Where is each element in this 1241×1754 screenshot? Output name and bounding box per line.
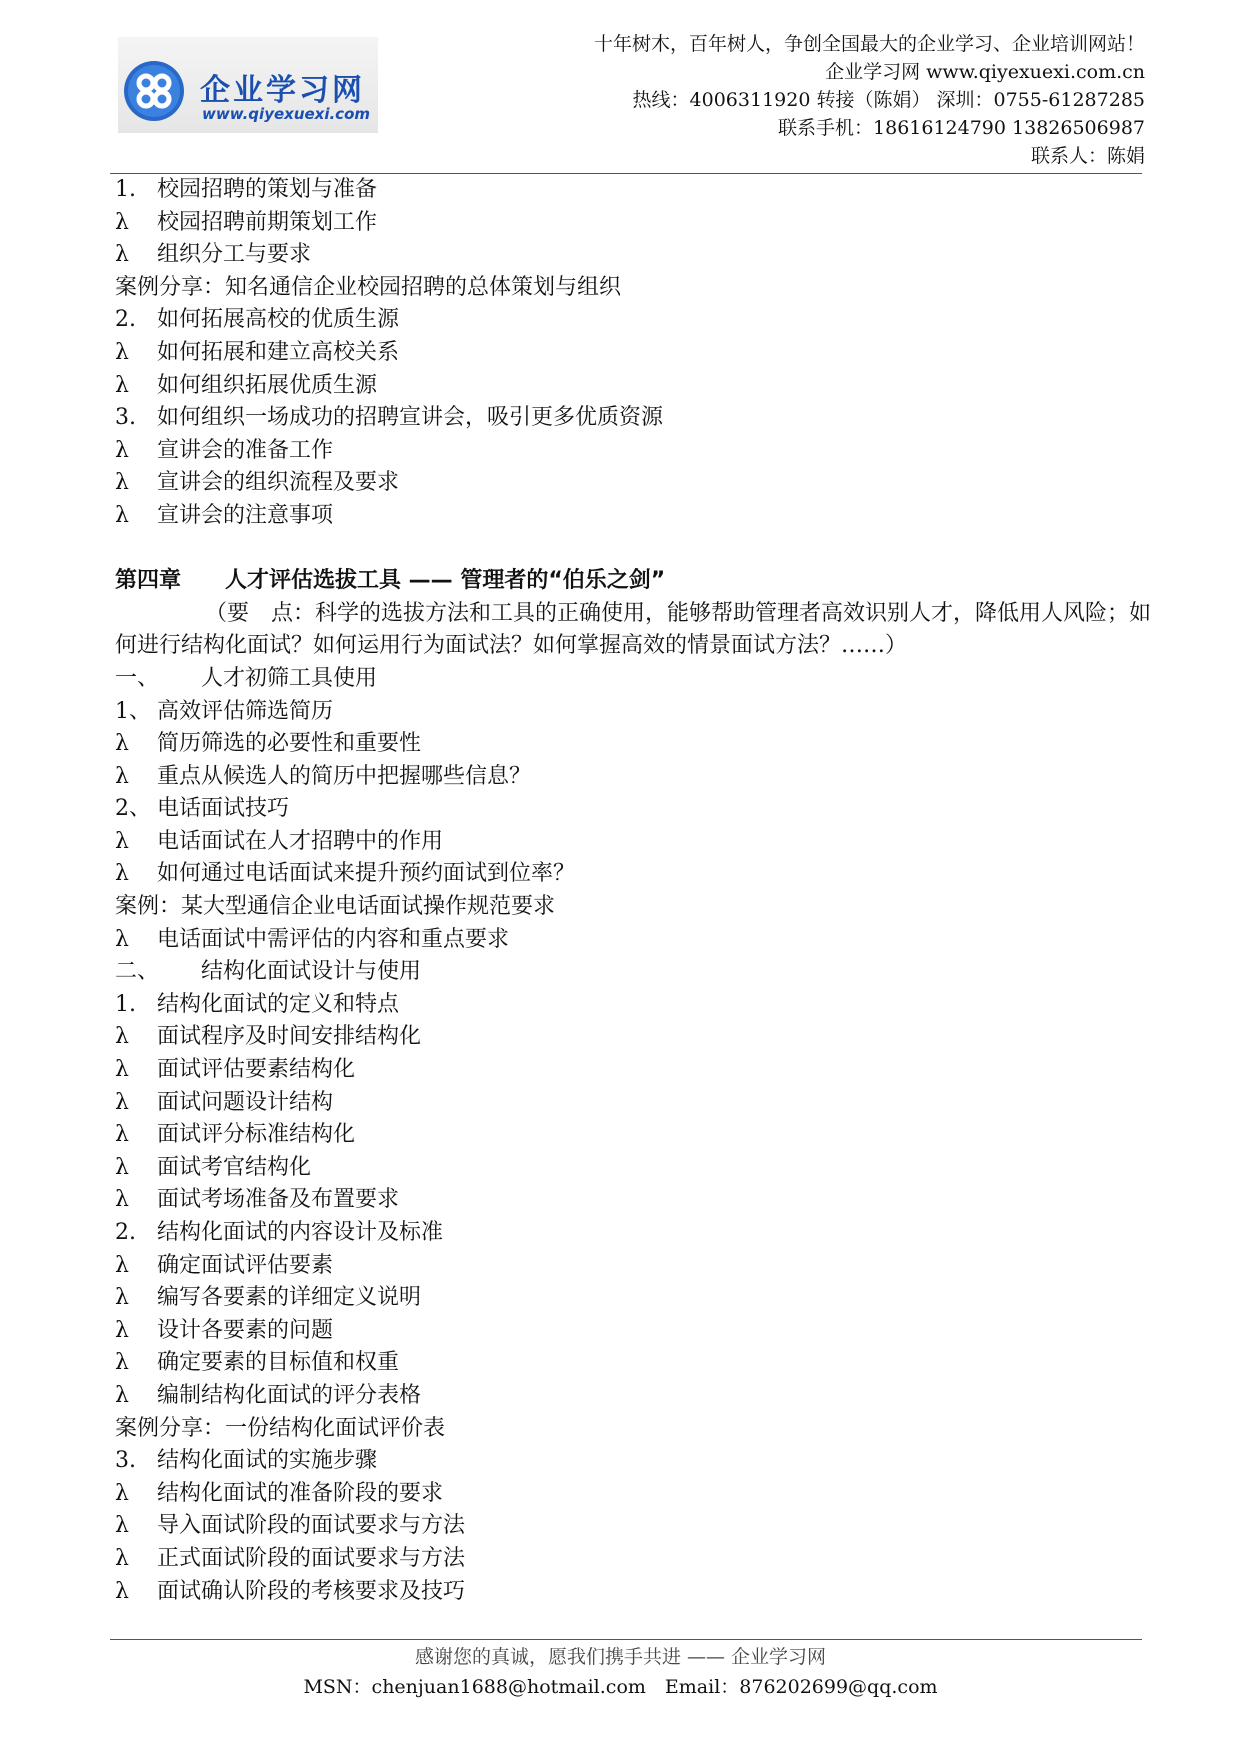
section-campus-recruitment [115,174,1155,533]
line-text: 人才初筛工具使用 [157,665,378,691]
footer-contact: MSN：chenjuan1688@hotmail.com Email：876202699@qq.com [303,1676,938,1698]
header-contact-block [594,30,1145,170]
line-text: 面试确认阶段的考核要求及技巧 [157,1578,466,1604]
line-marker: λ [115,1545,129,1571]
line-marker: λ [115,242,129,268]
line-text: 宣讲会的准备工作 [157,437,334,463]
outline-line [115,1087,1155,1120]
line-text: 电话面试技巧 [157,796,290,822]
logo-title: 企业学习网 [200,73,365,108]
line-text: 如何组织一场成功的招聘宣讲会，吸引更多优质资源 [157,405,664,431]
header-site[interactable]: 企业学习网 www.qiyexuexi.com.cn [825,61,1145,83]
outline-line [115,174,1155,207]
page-footer [0,1642,1241,1702]
line-text: 编制结构化面试的评分表格 [157,1382,422,1408]
line-text: 面试考场准备及布置要求 [157,1187,400,1213]
outline-line [115,500,1155,533]
outline-line [115,924,1155,957]
chapter-heading [115,565,1155,598]
line-text: 结构化面试设计与使用 [157,959,422,985]
line-marker: λ [115,1057,129,1083]
line-text: 案例分享：知名通信企业校园招聘的总体策划与组织 [115,274,622,300]
line-text: 编写各要素的详细定义说明 [157,1285,422,1311]
line-marker: λ [115,1578,129,1604]
outline-line [115,337,1155,370]
line-marker: 3. [115,1448,136,1474]
line-marker: 2、 [115,796,151,822]
line-text: 结构化面试的准备阶段的要求 [157,1480,444,1506]
line-marker: λ [115,1285,129,1311]
outline-line [115,1510,1155,1543]
logo-emblem-icon [122,59,186,123]
outline-line [115,467,1155,500]
line-marker: λ [115,1252,129,1278]
outline-line [115,1380,1155,1413]
header-slogan: 十年树木，百年树人，争创全国最大的企业学习、企业培训网站！ [593,33,1145,55]
line-marker: 1. [115,991,136,1017]
outline-line [115,402,1155,435]
line-marker: 2. [115,307,136,333]
line-text: 如何通过电话面试来提升预约面试到位率？ [157,861,576,887]
line-text: 电话面试在人才招聘中的作用 [157,828,444,854]
line-text: 正式面试阶段的面试要求与方法 [157,1545,466,1571]
line-marker: 1、 [115,698,151,724]
outline-line [115,728,1155,761]
header-contact-person: 联系人：陈娟 [1030,145,1145,167]
document-body [115,174,1155,1608]
line-marker: 2. [115,1220,136,1245]
line-marker: λ [115,731,129,757]
footer-divider [110,1639,1142,1640]
section-assessment-tools [115,663,1155,1608]
line-marker: λ [115,926,129,952]
line-text: 结构化面试的实施步骤 [157,1448,378,1474]
outline-line [115,1152,1155,1185]
line-marker: λ [115,1350,129,1376]
line-text: 结构化面试的定义和特点 [157,991,400,1017]
line-text: 高效评估筛选简历 [157,698,334,724]
outline-line [115,1021,1155,1054]
line-text: 面试问题设计结构 [157,1089,334,1115]
logo-url: www.qiyexuexi.com [202,105,371,123]
outline-line [115,1543,1155,1576]
outline-line [115,1184,1155,1217]
outline-line [115,1413,1155,1446]
line-text: 面试程序及时间安排结构化 [157,1024,422,1050]
outline-line [115,370,1155,403]
outline-line [115,1119,1155,1152]
line-marker: λ [115,437,129,463]
line-marker: λ [115,1024,129,1050]
line-marker: λ [115,861,129,887]
line-text: 宣讲会的注意事项 [157,502,334,528]
outline-line [115,761,1155,794]
line-marker: 1. [115,177,136,202]
outline-line [115,207,1155,240]
line-text: 结构化面试的内容设计及标准 [157,1220,444,1245]
line-marker: 一、 [115,665,160,691]
line-marker: λ [115,828,129,854]
outline-line [115,663,1155,696]
line-text: 简历筛选的必要性和重要性 [157,731,422,757]
line-text: 案例分享：一份结构化面试评价表 [115,1415,446,1441]
line-marker: 3. [115,405,136,431]
footer-thanks: 感谢您的真诚，愿我们携手共进 —— 企业学习网 [414,1646,827,1668]
header-mobile: 联系手机：18616124790 13826506987 [778,117,1145,139]
outline-line [115,891,1155,924]
line-marker: λ [115,372,129,398]
line-text: 面试评分标准结构化 [157,1122,356,1148]
outline-line [115,956,1155,989]
line-text: 如何拓展高校的优质生源 [157,307,400,333]
line-marker: λ [115,1122,129,1148]
line-marker: λ [115,1187,129,1213]
outline-line [115,696,1155,729]
line-marker: λ [115,1154,129,1180]
line-text: 电话面试中需评估的内容和重点要求 [157,926,510,952]
outline-line [115,826,1155,859]
line-text: 校园招聘的策划与准备 [157,177,378,202]
outline-line [115,1217,1155,1250]
line-marker: λ [115,502,129,528]
line-marker: λ [115,339,129,365]
line-marker: λ [115,1513,129,1539]
line-text: 确定要素的目标值和权重 [157,1350,400,1376]
line-marker: λ [115,1382,129,1408]
outline-line [115,1347,1155,1380]
line-text: 组织分工与要求 [157,242,312,268]
line-text: 重点从候选人的简历中把握哪些信息？ [157,763,532,789]
outline-line [115,272,1155,305]
outline-line [115,435,1155,468]
outline-line [115,1054,1155,1087]
line-text: 设计各要素的问题 [157,1317,334,1343]
outline-line [115,239,1155,272]
line-text: 面试评估要素结构化 [157,1057,356,1083]
line-marker: λ [115,209,129,235]
line-marker: 二、 [115,959,160,985]
outline-line [115,1445,1155,1478]
outline-line [115,1282,1155,1315]
chapter-number: 第四章 [115,568,182,594]
outline-line [115,1478,1155,1511]
line-text: 宣讲会的组织流程及要求 [157,470,400,496]
chapter-title: 人才评估选拔工具 —— 管理者的“伯乐之剑” [225,568,666,594]
outline-line [115,858,1155,891]
line-text: 确定面试评估要素 [157,1252,334,1278]
line-marker: λ [115,763,129,789]
line-text: 如何组织拓展优质生源 [157,372,378,398]
outline-line [115,793,1155,826]
site-logo [118,37,378,133]
line-marker: λ [115,1089,129,1115]
outline-line [115,989,1155,1022]
line-text: 导入面试阶段的面试要求与方法 [157,1513,466,1539]
line-marker: λ [115,470,129,496]
line-text: 案例：某大型通信企业电话面试操作规范要求 [115,894,556,920]
line-marker: λ [115,1480,129,1506]
header-hotline: 热线：4006311920 转接（陈娟） 深圳：0755-61287285 [632,89,1145,111]
line-text: 面试考官结构化 [157,1154,312,1180]
outline-line [115,1315,1155,1348]
outline-line [115,1576,1155,1609]
outline-line [115,304,1155,337]
line-text: 校园招聘前期策划工作 [157,209,378,235]
line-marker: λ [115,1317,129,1343]
outline-line [115,1250,1155,1283]
chapter-requirement: （要 点：科学的选拔方法和工具的正确使用，能够帮助管理者高效识别人才，降低用人风险；如何进行结构化面试？如何运用行为面试法？如何掌握高效的情景面试方法？……） [115,600,1152,659]
blank-line [115,533,1155,566]
line-text: 如何拓展和建立高校关系 [157,339,400,365]
